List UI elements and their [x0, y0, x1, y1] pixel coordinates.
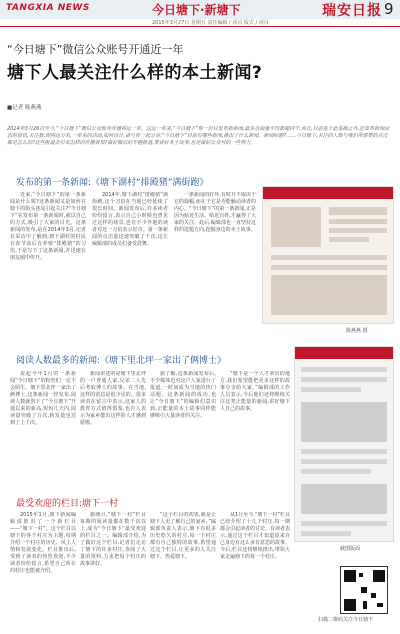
issue-meta: 2015年3月27日 星期五 责任编辑 / 项目 版式 / 项目 — [152, 20, 269, 26]
section-3-paragraph: “这个栏目的初衷,就是让塘下人更了解自己的家乡。”编辑部负责人表示,塘下有很多历史悠久的村庄,每一个村庄都有自己独特的故事,希望通过这个栏目,让更多的人关注塘下、热爱塘下。 — [150, 512, 216, 560]
section-1-paragraph: 一条新闻的好坏,有时并不取决于它的篇幅,而在于它是否能触动读者的内心。“今日塘下”的第一条新闻,正是因为贴近生活、贴近百姓,才赢得了大家的关注。此后,编辑部也一直坚持这样的选题方向,挖掘身边的本土故事。 — [174, 192, 256, 233]
section-2-col-4 — [220, 371, 290, 489]
section-1-title: 发布的第一条新闻:《塘下湖村“排殿猪”满街跑》 — [16, 178, 209, 188]
section-3-paragraph: 从1月至今,“塘下一村”栏目已经介绍了十几个村庄,每一期都会引起读者的讨论。有读者表示,通过这个栏目才知道原来自己身边有这么多有意思的故事。今后,栏目还将继续推出,带领大家走遍塘下的每一个村庄。 — [220, 512, 290, 560]
page-screenshot-image — [294, 346, 394, 542]
section-2-paragraph: “塘下是一个人才辈出的地方,我们希望能把更多这样的故事分享给大家。”编辑部的工作人员表示,今后他们还将继续关注这类正能量的新闻,讲好塘下人自己的故事。 — [220, 371, 290, 412]
section-2-col-2 — [80, 371, 146, 489]
article-screenshot-image — [262, 186, 394, 324]
image-header-bar — [295, 347, 393, 359]
section-3-paragraph: 2015年1月,塘下新闻编辑部推出了一个新栏目——“塘下一村”。这个栏目以塘下的各个村庄为主题,每期介绍一个村庄的历史、风土人情和发展变化。栏目推出后,受到了读者的热烈欢迎,不少读者纷纷留言,希望自己所在的村庄也能被介绍。 — [10, 512, 76, 574]
section-1-col-3 — [174, 192, 256, 347]
image-caption: 截图版面 — [340, 546, 361, 552]
section-1-col-2 — [92, 192, 168, 347]
image-caption: 陈燕燕 摄 — [346, 328, 368, 334]
section-1-col-1 — [10, 192, 86, 347]
section-2-col-3 — [150, 371, 216, 489]
section-2-paragraph: 新闻讲述的是塘下里北坪的一户普通人家,兄弟二人先后考取博士的故事。在当地,这样的消息是很少见的。很多读者在留言中表示,这家人的教育方式值得借鉴,也有人表示为家乡能出这样的人才感到骄傲。 — [80, 371, 146, 426]
section-3-col-3 — [150, 512, 216, 630]
article-headline: 塘下人最关注什么样的本土新闻? — [7, 63, 263, 83]
article-lede: 2014年3月26日至今,“今日塘下”微信公众账号开通将近一年。这近一年来,“今日塘下”每一份日发布新新闻,最多点阅量平均都超四千,而且,目前基于此基础之外,还发布新闻动态的资讯,关注数,即将达万名,一年来的活动,如何设计,请与你一起分享:“今日塘下”目前有哪些新闻,推出了什么新闻、新闻标题?……今日塘下,关注的人数与我们所需要的点击都是怎么的?这些报道会引来怎样的传播效果?做好微信的专题报道,要讲好本土故事,也是做好公众号的一些努力。 — [7, 126, 390, 146]
section-3-title: 最受欢迎的栏目:塘下一村 — [16, 499, 119, 509]
section-3-col-4 — [220, 512, 290, 630]
section-3-paragraph: 据统计,“塘下一村”栏目每期的阅读量都在数千次以上,成为“今日塘下”最受欢迎的栏目之一。编辑部介绍,为了做好这个栏目,记者们走访了塘下的许多村庄,查阅了大量的资料,力求把每个村庄的故事讲好。 — [80, 512, 146, 567]
image-header-bar — [263, 187, 393, 199]
section-1-paragraph: 近来,“今日塘下”的第一条新闻是什么呢?这条新闻又是如何在塘下的街头巷尾引起关注?“今日塘下”在发布第一条新闻时,就以自己的方式,吸引了大家的目光。这条新闻的发布,是在2014年3月,记者在采访中了解到,塘下湖村的村民在春节前后有养殖“排殿猪”的习俗,于是写下了这条新闻,并迅速在朋友圈中传开。 — [10, 192, 86, 261]
site-logo: TANGXIA NEWS — [6, 3, 90, 13]
article-kicker: “今日塘下”微信公众账号开通近一年 — [7, 43, 184, 56]
article-byline: ■记者 陈燕燕 — [7, 105, 42, 111]
masthead-rule — [0, 26, 400, 27]
qr-code-icon[interactable] — [340, 566, 388, 614]
section-3-col-2 — [80, 512, 146, 630]
section-2-paragraph: 据了解,这条新闻发布后,不少媒体也对这户人家进行了报道,一时间成为当地的热门话题。这条新闻的成功,也让“今日塘下”的编辑们意识到,正能量的本土故事同样能够吸引大量读者的关注。 — [150, 371, 216, 419]
page-number: 9 — [384, 0, 394, 18]
qr-caption: 扫描二维码关注今日塘下 — [318, 617, 374, 623]
section-title: 今日塘下·新塘下 — [152, 3, 241, 17]
section-2-col-1 — [10, 371, 76, 489]
section-2-title: 阅读人数最多的新闻:《塘下里北坪一家出了俩博士》 — [16, 356, 227, 366]
section-1-paragraph: 2014年,塘下湖村“排殿猪”满街跑,这个习俗在当地已经延续了很长时间。新闻发布后,许多读者纷纷留言,表示自己小时候也曾见过这样的场景,也有不少外地的读者对这一习俗表示好奇。第一条新闻的点击量迅速突破了千次,这让编辑部的成员们备受鼓舞。 — [92, 192, 168, 247]
masthead — [0, 0, 400, 19]
publication-logo: 瑞安日报 — [322, 3, 382, 19]
section-2-paragraph: 说起今年1月的一条新闻“今日塘下”的粉丝们一定不会陌生。塘下里北坪一家出了俩博士,这条新闻一经发布,阅读人数就创下了“今日塘下”开通以来的新高,短短几天内,阅读量突破了万次,转发量也达到了上千次。 — [10, 371, 76, 426]
section-3-col-1 — [10, 512, 76, 630]
